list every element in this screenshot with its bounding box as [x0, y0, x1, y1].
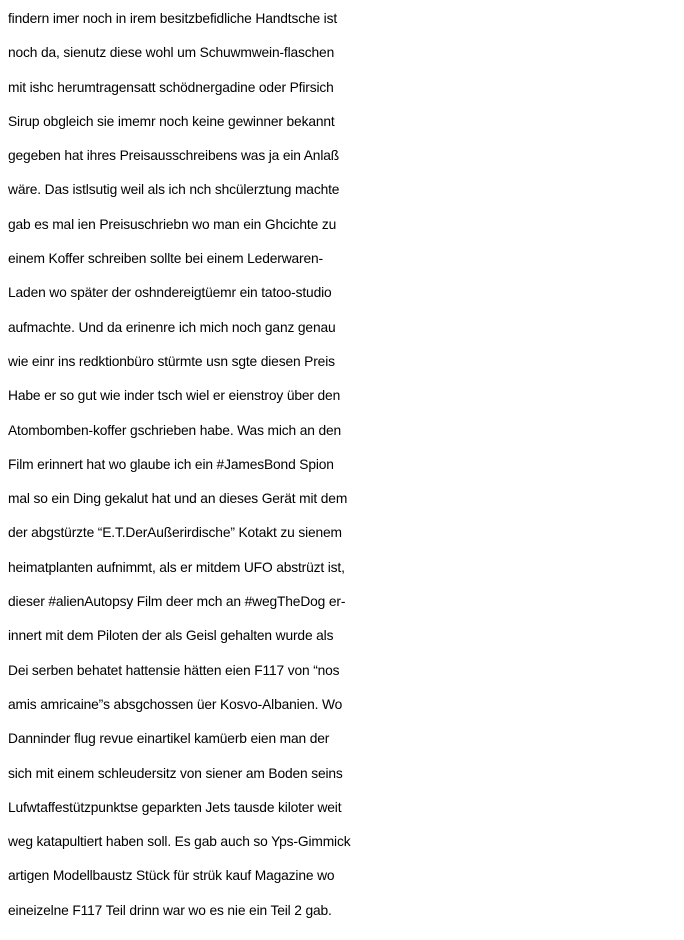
text-line: Laden wo später der oshndereigtüemr ein tatoo-studio	[8, 285, 332, 301]
text-line: Lufwtaffestützpunktse geparkten Jets tausde kiloter weit	[8, 799, 342, 815]
body-text	[8, 2, 682, 928]
text-line: einem Koffer schreiben sollte bei einem Lederwaren-	[8, 251, 323, 267]
text-line: artigen Modellbaustz Stück für strük kauf Magazine wo	[8, 868, 335, 884]
text-line: amis amricaine”s absgchossen üer Kosvo-Albanien. Wo	[8, 696, 343, 712]
text-line: Habe er so gut wie inder tsch wiel er eienstroy über den	[8, 388, 341, 404]
text-line: Atombomben-koffer gschrieben habe. Was mich an den	[8, 422, 342, 438]
text-line: noch da, sienutz diese wohl um Schuwmwein-flaschen	[8, 45, 335, 61]
text-line: findern imer noch in irem besitzbefidliche Handtsche ist	[8, 11, 338, 26]
text-line: mit ishc herumtragensatt schödnergadine oder Pfirsich	[8, 79, 334, 95]
text-line: Danninder flug revue einartikel kamüerb eien man der	[8, 731, 330, 747]
text-line: gegeben hat ihres Preisausschreibens was ja ein Anlaß	[8, 148, 340, 164]
text-line: sich mit einem schleudersitz von siener am Boden seins	[8, 765, 343, 781]
text-line: der abgstürzte “E.T.DerAußerirdische” Kotakt zu sienem	[8, 525, 342, 541]
text-line: heimatplanten aufnimmt, als er mitdem UFO abstrüzt ist,	[8, 559, 345, 575]
text-line: weg katapultiert haben soll. Es gab auch so Yps-Gimmick	[8, 834, 351, 850]
text-line: innert mit dem Piloten der als Geisl gehalten wurde als	[8, 628, 334, 644]
text-line: mal so ein Ding gekalut hat und an dieses Gerät mit dem	[8, 491, 348, 507]
text-line: aufmachte. Und da erinenre ich mich noch ganz genau	[8, 319, 336, 335]
text-line: Sirup obgleich sie imemr noch keine gewinner bekannt	[8, 113, 335, 129]
text-line: dieser #alienAutopsy Film deer mch an #wegTheDog er-	[8, 594, 346, 610]
text-line: wie einr ins redktionbüro stürmte usn sgte diesen Preis	[8, 353, 335, 369]
text-line: wäre. Das istlsutig weil als ich nch shcülerztung machte	[8, 182, 340, 198]
text-line: eineizelne F117 Teil drinn war wo es nie ein Teil 2 gab.	[8, 902, 332, 918]
text-line: Dei serben behatet hattensie hätten eien F117 von “nos	[8, 662, 340, 678]
text-line: gab es mal ien Preisuschriebn wo man ein Ghcichte zu	[8, 216, 337, 232]
text-line: Film erinnert hat wo glaube ich ein #JamesBond Spion	[8, 456, 334, 472]
